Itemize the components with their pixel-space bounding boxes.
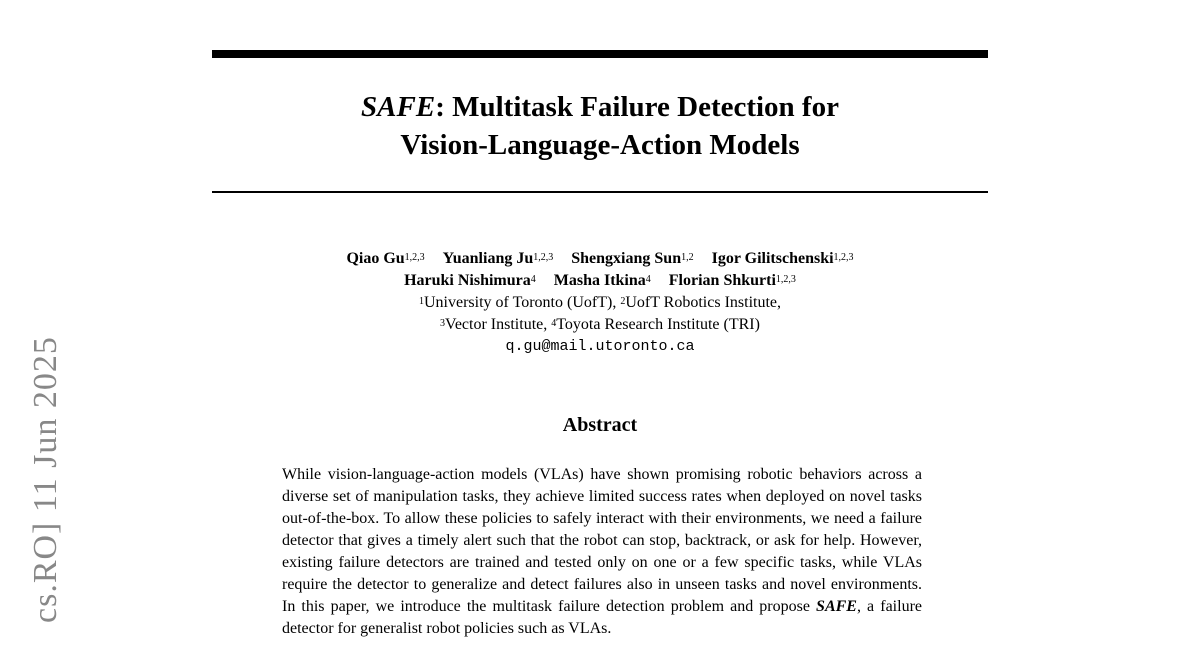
abstract-heading: Abstract <box>562 414 638 436</box>
author-affil-sup: 4 <box>645 274 651 285</box>
author-line-2 <box>212 270 988 292</box>
author-block <box>212 248 988 358</box>
affil-sup: 3 <box>440 318 446 329</box>
author <box>443 250 554 267</box>
author <box>669 272 796 289</box>
title-acronym: SAFE <box>361 91 436 123</box>
author <box>571 250 693 267</box>
author <box>346 250 424 267</box>
title-line-1 <box>212 88 988 126</box>
author-affil-sup: 4 <box>530 274 536 285</box>
affil-sup: 2 <box>620 296 626 307</box>
author-email: q.gu@mail.utoronto.ca <box>505 338 695 355</box>
author-name: Shengxiang Sun <box>571 250 682 267</box>
top-rule <box>212 50 988 58</box>
author <box>404 272 536 289</box>
affiliation-text: UofT Robotics Institute, <box>625 294 782 311</box>
affiliation-text: University of Toronto (UofT), <box>423 294 621 311</box>
author-name: Qiao Gu <box>346 250 405 267</box>
author-name: Haruki Nishimura <box>404 272 531 289</box>
author-name: Igor Gilitschenski <box>711 250 834 267</box>
affiliation-line-1 <box>212 292 988 314</box>
abstract-body <box>282 464 922 640</box>
affil-sup: 4 <box>551 318 557 329</box>
affiliation-text: Toyota Research Institute (TRI) <box>556 316 760 333</box>
author-affil-sup: 1,2,3 <box>833 252 854 263</box>
author <box>712 250 854 267</box>
author <box>554 272 651 289</box>
arxiv-sidebar-stamp: cs.RO] 11 Jun 2025 <box>27 336 64 623</box>
author-name: Yuanliang Ju <box>442 250 534 267</box>
author-line-1 <box>212 248 988 270</box>
abstract-acronym: SAFE <box>816 598 857 615</box>
author-name: Masha Itkina <box>553 272 646 289</box>
title-line-2: Vision-Language-Action Models <box>400 129 800 161</box>
author-affil-sup: 1,2,3 <box>775 274 796 285</box>
abstract-text: While vision-language-action models (VLAs) have shown promising robotic behaviors across a diverse set of manipulation tasks, they achieve limited success rates when deployed on novel tasks out-of-the-box. To allow these policies to safely interact with their environments, we need a failure detector that gives a timely alert such that the robot can stop, backtrack, or ask for help. However, existing failure detectors are trained and tested only on one or a few specific tasks, while VLAs require the detector to generalize and detect failures also in unseen tasks and novel environments. In this paper, we introduce the multitask failure detection problem and propose <box>282 466 922 615</box>
author-affil-sup: 1,2,3 <box>533 252 554 263</box>
paper-title <box>212 88 988 164</box>
author-name: Florian Shkurti <box>668 272 776 289</box>
author-affil-sup: 1,2,3 <box>404 252 425 263</box>
affil-sup: 1 <box>418 296 424 307</box>
abstract-text: , a failure detector for generalist robot policies such as VLAs. <box>282 598 922 637</box>
title-bottom-rule <box>212 191 988 193</box>
affiliation-line-2 <box>212 314 988 336</box>
title-line-1-rest: : Multitask Failure Detection for <box>435 91 839 123</box>
affiliation-text: Vector Institute, <box>445 316 552 333</box>
author-affil-sup: 1,2 <box>681 252 694 263</box>
